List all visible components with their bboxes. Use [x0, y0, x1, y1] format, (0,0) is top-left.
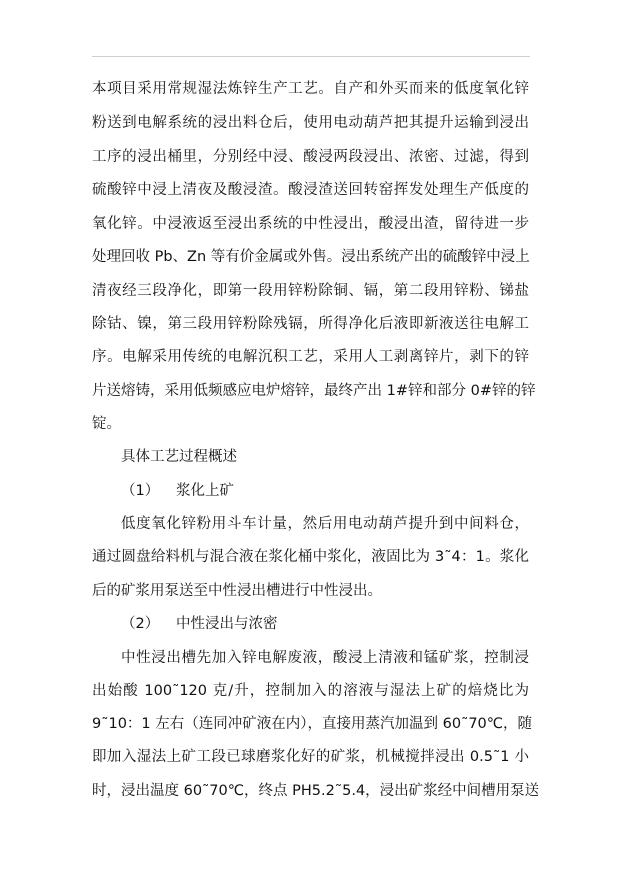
step-2-line-4: 即加入湿法上矿工段已球磨浆化好的矿浆，机械搅拌浸出 0.5˜1 小 [92, 749, 529, 765]
paragraph-1-line-3: 工序的浸出桶里，分别经中浸、酸浸两段浸出、浓密、过滤，得到 [92, 149, 529, 165]
paragraph-1-line-7: 清夜经三段净化，即第一段用锌粉除铜、镉，第二段用锌粉、锑盐 [92, 283, 529, 299]
step-2-title: 中性浸出与浓密 [176, 616, 278, 632]
paragraph-1-line-2: 粉送到电解系统的浸出料仓后，使用电动葫芦把其提升运输到浸出 [92, 115, 529, 131]
paragraph-1-line-11: 锭。 [92, 416, 121, 432]
section-heading: 具体工艺过程概述 [121, 449, 237, 465]
step-2-line-3: 9˜10：1 左右（连同冲矿液在内），直接用蒸汽加温到 60˜70℃，随 [92, 716, 533, 732]
paragraph-1-line-6: 处理回收 Pb、Zn 等有价金属或外售。浸出系统产出的硫酸锌中浸上 [92, 249, 530, 265]
paragraph-1-line-10: 片送熔铸，采用低频感应电炉熔锌，最终产出 1#锌和部分 0#锌的锌 [92, 383, 536, 399]
step-1-line-1: 低度氧化锌粉用斗车计量，然后用电动葫芦提升到中间料仓， [121, 516, 529, 532]
step-2-number: （2） [121, 616, 160, 632]
header-rule [92, 56, 530, 57]
paragraph-1-line-5: 氧化锌。中浸液返至浸出系统的中性浸出，酸浸出渣，留待进一步 [92, 216, 529, 232]
step-2-line-1: 中性浸出槽先加入锌电解废液，酸浸上清液和锰矿浆，控制浸 [121, 650, 529, 666]
paragraph-1-line-8: 除钴、镍，第三段用锌粉除残镉，所得净化后液即新液送往电解工 [92, 316, 529, 332]
step-1-number: （1） [121, 483, 160, 499]
step-1-title: 浆化上矿 [176, 483, 234, 499]
paragraph-1-line-9: 序。电解采用传统的电解沉积工艺，采用人工剥离锌片，剥下的锌 [92, 349, 529, 365]
step-2-line-2: 出始酸 100˜120 克/升，控制加入的溶液与湿法上矿的焙烧比为 [92, 683, 529, 699]
paragraph-1-line-4: 硫酸锌中浸上清夜及酸浸渣。酸浸渣送回转窑挥发处理生产低度的 [92, 182, 529, 198]
step-1-line-2: 通过圆盘给料机与混合液在浆化桶中浆化，液固比为 3˜4：1。浆化 [92, 549, 529, 565]
paragraph-1-line-1: 本项目采用常规湿法炼锌生产工艺。自产和外买而来的低度氧化锌 [92, 81, 529, 97]
step-2-line-5: 时，浸出温度 60˜70℃，终点 PH5.2˜5.4，浸出矿浆经中间槽用泵送 [92, 783, 540, 799]
step-1-line-3: 后的矿浆用泵送至中性浸出槽进行中性浸出。 [92, 583, 382, 599]
